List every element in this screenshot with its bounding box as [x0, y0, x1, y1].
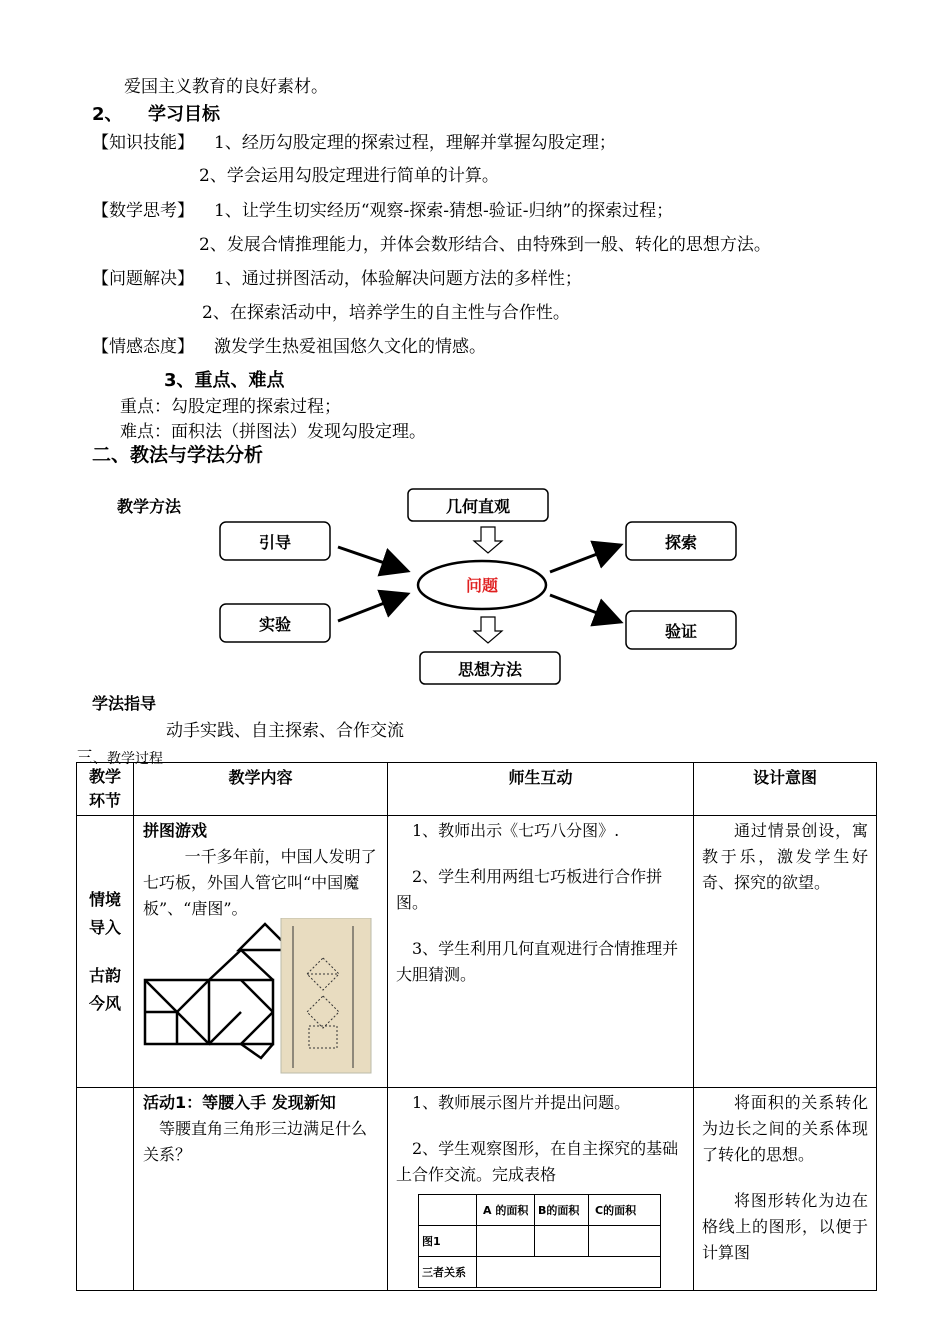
row1-interaction-2: 2、学生利用两组七巧板进行合作拼图。	[396, 867, 663, 912]
objective-attitude-tag: 【情感态度】	[92, 337, 194, 357]
intro-line: 爱国主义教育的良好素材。	[124, 77, 328, 97]
header-content: 教学内容	[134, 763, 388, 816]
diagram-method-label: 教学方法	[117, 497, 182, 516]
row1-interaction	[388, 816, 694, 1088]
row2-interaction-1: 1、教师展示图片并提出问题。	[412, 1093, 631, 1112]
row2-intent-2: 将图形转化为边在格线上的图形，以便于计算图	[702, 1191, 868, 1262]
area-table-header-a: A 的面积	[477, 1195, 535, 1226]
objective-problem-1: 1、通过拼图活动，体验解决问题方法的多样性；	[214, 269, 582, 289]
row1-intent-text: 通过情景创设，寓教于乐，激发学生好奇、探究的欲望。	[702, 821, 868, 892]
box-experiment-label: 实验	[258, 615, 292, 634]
row1-intent	[694, 816, 877, 1088]
section-2-number: 2、	[92, 104, 123, 125]
arrow-down-bottom	[474, 617, 502, 643]
box-verify-label: 验证	[664, 622, 698, 641]
row1-content-title: 拼图游戏	[143, 821, 208, 840]
ancient-book-image	[281, 918, 371, 1073]
teaching-method-diagram	[0, 485, 950, 685]
study-method-label: 学法指导	[92, 694, 157, 713]
area-table-cell-b1	[535, 1226, 589, 1257]
key-point: 重点：勾股定理的探索过程；	[120, 397, 341, 417]
part-2-title: 二、教法与学法分析	[92, 444, 264, 466]
box-explore-label: 探索	[664, 533, 698, 552]
objective-problem-tag: 【问题解决】	[92, 269, 194, 289]
box-geometry-label: 几何直观	[445, 497, 511, 516]
tangram-figure	[145, 924, 291, 1058]
arrow-down-top	[474, 527, 502, 553]
center-problem-label: 问题	[465, 576, 499, 595]
arrow-problem-to-verify	[550, 595, 618, 621]
box-guide-label: 引导	[258, 533, 292, 552]
area-table-cell-a1	[477, 1226, 535, 1257]
area-table-header-b: B的面积	[535, 1195, 589, 1226]
row1-stage	[77, 816, 134, 1088]
area-table-corner	[419, 1195, 477, 1226]
difficult-point: 难点：面积法（拼图法）发现勾股定理。	[120, 422, 426, 442]
row2-content-text: 等腰直角三角形三边满足什么关系？	[143, 1119, 368, 1164]
box-thinking-label: 思想方法	[457, 660, 523, 679]
section-2-title: 学习目标	[148, 104, 220, 125]
arrow-guide-to-problem	[338, 547, 405, 570]
row2-intent-1: 将面积的关系转化为边长之间的关系体现了转化的思想。	[702, 1093, 868, 1164]
objective-attitude-1: 激发学生热爱祖国悠久文化的情感。	[214, 337, 486, 357]
part-3-title: 、教学过程	[93, 751, 163, 767]
teaching-process-table	[76, 762, 877, 1291]
tangram-images	[143, 918, 373, 1078]
objective-thinking-1: 1、让学生切实经历“观察-探索-猜想-验证-归纳”的探索过程；	[214, 201, 674, 221]
row2-stage	[77, 1088, 134, 1291]
row1-interaction-3: 3、学生利用几何直观进行合情推理并大胆猜测。	[396, 939, 679, 984]
study-method-text: 动手实践、自主探索、合作交流	[166, 721, 404, 741]
row2-content-title: 活动1：等腰入手 发现新知	[143, 1093, 336, 1112]
row1-content	[134, 816, 388, 1088]
row1-stage-line2: 古韵今风	[88, 965, 121, 1013]
area-table-cell-relation	[477, 1257, 661, 1288]
arrow-problem-to-explore	[550, 546, 618, 572]
row2-interaction	[388, 1088, 694, 1291]
objective-knowledge-2: 2、学会运用勾股定理进行简单的计算。	[199, 166, 499, 186]
row1-stage-line1: 情境导入	[88, 889, 121, 937]
section-3-title: 3、重点、难点	[164, 370, 285, 391]
objective-problem-2: 2、在探索活动中，培养学生的自主性与合作性。	[202, 303, 570, 323]
row1-content-text: 一千多年前，中国人发明了七巧板，外国人管它叫“中国魔板”、“唐图”。	[143, 847, 377, 918]
row2-content	[134, 1088, 388, 1291]
objective-thinking-tag: 【数学思考】	[92, 201, 194, 221]
header-intent: 设计意图	[694, 763, 877, 816]
row2-interaction-2: 2、学生观察图形，在自主探究的基础上合作交流。完成表格	[396, 1139, 679, 1184]
objective-knowledge-1: 1、经历勾股定理的探索过程，理解并掌握勾股定理；	[214, 133, 616, 153]
row2-intent	[694, 1088, 877, 1291]
area-table-row-relation: 三者关系	[419, 1257, 477, 1288]
objective-thinking-2: 2、发展合情推理能力，并体会数形结合、由特殊到一般、转化的思想方法。	[199, 235, 771, 255]
area-table-header-c: C的面积	[589, 1195, 661, 1226]
part-3-prefix: 三	[76, 748, 93, 768]
row1-interaction-1: 1、教师出示《七巧八分图》.	[412, 821, 620, 840]
objective-knowledge-tag: 【知识技能】	[92, 133, 194, 153]
area-table-cell-c1	[589, 1226, 661, 1257]
area-table-row-fig1: 图1	[419, 1226, 477, 1257]
header-stage: 教学环节	[77, 763, 134, 816]
area-table	[418, 1194, 661, 1288]
arrow-experiment-to-problem	[338, 595, 405, 621]
header-interaction: 师生互动	[388, 763, 694, 816]
